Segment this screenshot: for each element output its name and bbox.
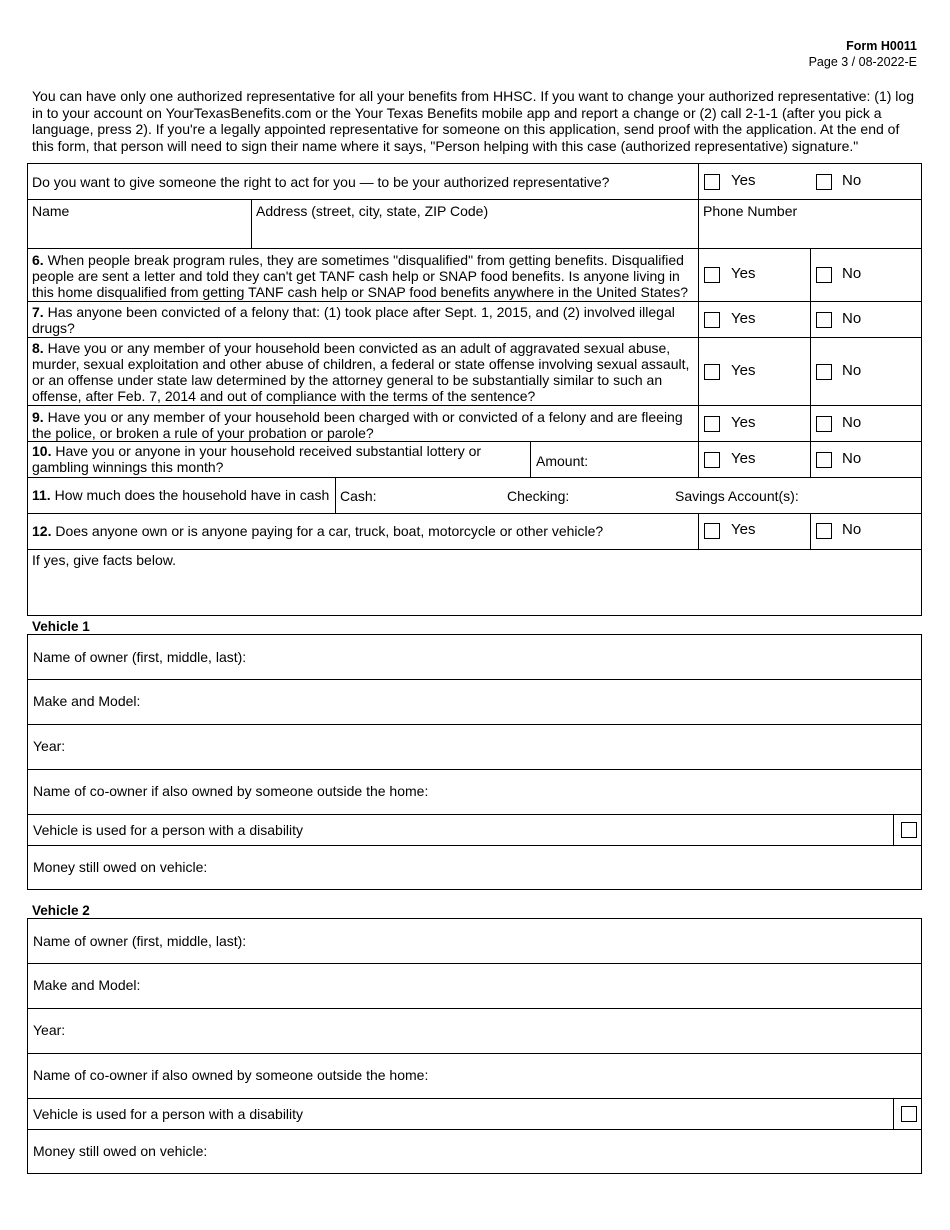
q7-no-label: No xyxy=(842,310,862,327)
q10-text xyxy=(32,443,502,475)
q12-text xyxy=(32,523,603,539)
q10-yes-label: Yes xyxy=(731,450,756,467)
vehicle-2-year-field[interactable] xyxy=(27,1009,922,1054)
q11-amounts-cell[interactable] xyxy=(335,477,922,514)
vehicle-2-make-model-label: Make and Model: xyxy=(33,977,141,993)
address-label: Address (street, city, state, ZIP Code) xyxy=(256,203,489,219)
q12-yes-checkbox[interactable] xyxy=(704,523,720,539)
q9-yes-checkbox[interactable] xyxy=(704,416,720,432)
q8-no-label: No xyxy=(842,362,862,379)
vehicle-1-make-model-field[interactable] xyxy=(27,680,922,725)
q12-no-checkbox[interactable] xyxy=(816,523,832,539)
vehicle-1-disability-row xyxy=(27,815,922,846)
q11-text xyxy=(32,487,329,503)
q9-no-checkbox[interactable] xyxy=(816,416,832,432)
vehicle-2-coowner-label: Name of co-owner if also owned by someone outside the home: xyxy=(33,1067,429,1083)
q6-question: When people break program rules, they are sometimes "disqualified" from getting benefits. Disqualified people are sent a letter and told they can't get TANF cash help or SNAP food benefits. Is anyone living in this home disqualified from getting TANF cash help or SNAP food benefits anywhere in the United States? xyxy=(32,252,689,300)
q9-yes-label: Yes xyxy=(731,414,756,431)
q11-cash-label: Cash: xyxy=(340,488,377,504)
q11-question: How much does the household have in cash xyxy=(54,487,330,503)
q6-no-label: No xyxy=(842,265,862,282)
q10-yes-checkbox[interactable] xyxy=(704,452,720,468)
q12-no-label: No xyxy=(842,521,862,538)
q12-number: 12. xyxy=(32,523,52,539)
q9-no-label: No xyxy=(842,414,862,431)
q7-yes-checkbox[interactable] xyxy=(704,312,720,328)
q8-question: Have you or any member of your household been convicted as an adult of aggravated sexual abuse, murder, sexual exploitation and other abuse of children, a federal or state offense involving sexual assault, or an offense under state law determined by the attorney general to be substantially similar to such an offense, after Feb. 7, 2014 and out of compliance with the terms of the sentence? xyxy=(32,340,690,404)
q11-number: 11. xyxy=(32,487,51,503)
vehicle-1-disability-checkbox[interactable] xyxy=(901,822,917,838)
q9-question: Have you or any member of your household been charged with or convicted of a felony and are fleeing the police, or broken a rule of your probation or parole? xyxy=(32,409,683,441)
q8-yes-checkbox[interactable] xyxy=(704,364,720,380)
vehicle-2-owner-label: Name of owner (first, middle, last): xyxy=(33,933,247,949)
page-info: Page 3 / 08-2022-E xyxy=(808,55,917,69)
phone-label: Phone Number xyxy=(703,203,798,219)
q7-number: 7. xyxy=(32,304,44,320)
vehicle-2-title: Vehicle 2 xyxy=(32,903,90,918)
vehicle-1-owner-label: Name of owner (first, middle, last): xyxy=(33,649,247,665)
q11-savings-label: Savings Account(s): xyxy=(675,488,799,504)
auth-rep-no-checkbox[interactable] xyxy=(816,174,832,190)
q10-question: Have you or anyone in your household received substantial lottery or gambling winnings this month? xyxy=(32,443,482,475)
auth-rep-no-label: No xyxy=(842,172,862,189)
vehicle-1-owed-field[interactable] xyxy=(27,846,922,890)
auth-rep-question: Do you want to give someone the right to act for you — to be your authorized representative? xyxy=(32,174,610,190)
q10-no-label: No xyxy=(842,450,862,467)
q7-question: Has anyone been convicted of a felony that: (1) took place after Sept. 1, 2015, and (2) involved illegal drugs? xyxy=(32,304,675,336)
vehicle-2-disability-row xyxy=(27,1099,922,1130)
vehicle-1-owed-label: Money still owed on vehicle: xyxy=(33,859,208,875)
q8-no-checkbox[interactable] xyxy=(816,364,832,380)
vehicle-1-make-model-label: Make and Model: xyxy=(33,693,141,709)
vehicle-1-year-field[interactable] xyxy=(27,725,922,770)
q6-text xyxy=(32,252,696,300)
auth-rep-yes-checkbox[interactable] xyxy=(704,174,720,190)
q7-no-checkbox[interactable] xyxy=(816,312,832,328)
vehicle-2-owed-label: Money still owed on vehicle: xyxy=(33,1143,208,1159)
vehicle-1-disability-label: Vehicle is used for a person with a disability xyxy=(33,822,304,838)
q8-text xyxy=(32,340,696,404)
vehicle-2-coowner-field[interactable] xyxy=(27,1054,922,1099)
vehicle-1-title: Vehicle 1 xyxy=(32,619,90,634)
q7-text xyxy=(32,304,696,336)
intro-paragraph: You can have only one authorized representative for all your benefits from HHSC. If you want to change your authorized representative: (1) log in to your account on YourTexasBenefits.com or the Your Texas Benefits mobile app and report a change or (2) call 2-1-1 (after you pick a language, press 2). If you're a legally appointed representative for someone on this application, send proof with the application. At the end of this form, that person will need to sign their name where it says, "Person helping with this case (authorized representative) signature." xyxy=(32,88,914,154)
q6-yes-checkbox[interactable] xyxy=(704,267,720,283)
auth-rep-yes-label: Yes xyxy=(731,172,756,189)
q11-checking-label: Checking: xyxy=(507,488,570,504)
vehicle-2-disability-label: Vehicle is used for a person with a disability xyxy=(33,1106,304,1122)
q6-number: 6. xyxy=(32,252,44,268)
q10-amount-label: Amount: xyxy=(536,453,589,469)
vehicle-1-coowner-field[interactable] xyxy=(27,770,922,815)
q6-yes-label: Yes xyxy=(731,265,756,282)
vehicle-2-disability-divider xyxy=(893,1099,894,1129)
vehicle-2-year-label: Year: xyxy=(33,1022,66,1038)
q6-no-checkbox[interactable] xyxy=(816,267,832,283)
q10-number: 10. xyxy=(32,443,52,459)
vehicle-2-owner-field[interactable] xyxy=(27,918,922,964)
name-label: Name xyxy=(32,203,70,219)
q7-yes-label: Yes xyxy=(731,310,756,327)
q8-yes-label: Yes xyxy=(731,362,756,379)
form-id: Form H0011 xyxy=(846,39,917,53)
q9-text xyxy=(32,409,696,441)
q8-number: 8. xyxy=(32,340,44,356)
vehicle-2-owed-field[interactable] xyxy=(27,1130,922,1174)
q12-yes-label: Yes xyxy=(731,521,756,538)
vehicle-2-disability-checkbox[interactable] xyxy=(901,1106,917,1122)
q12-facts-label: If yes, give facts below. xyxy=(32,552,176,568)
vehicle-1-year-label: Year: xyxy=(33,738,66,754)
vehicle-1-disability-divider xyxy=(893,815,894,845)
q9-number: 9. xyxy=(32,409,44,425)
vehicle-2-make-model-field[interactable] xyxy=(27,964,922,1009)
q12-question: Does anyone own or is anyone paying for a car, truck, boat, motorcycle or other vehicle? xyxy=(55,523,604,539)
vehicle-1-coowner-label: Name of co-owner if also owned by someone outside the home: xyxy=(33,783,429,799)
form-header xyxy=(809,38,917,70)
q10-no-checkbox[interactable] xyxy=(816,452,832,468)
vehicle-1-owner-field[interactable] xyxy=(27,634,922,680)
